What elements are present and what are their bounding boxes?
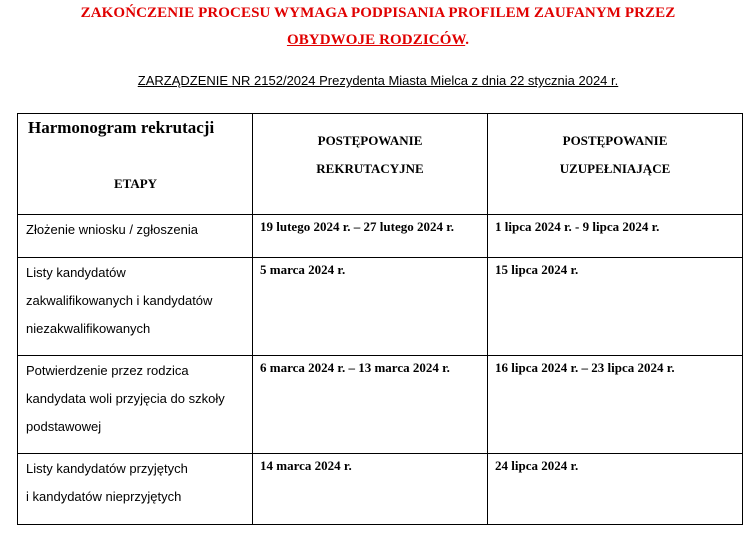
table-header-row (18, 114, 743, 215)
stages-header-cell (18, 114, 253, 215)
warning-period: . (465, 32, 470, 48)
recruitment-schedule-table (17, 113, 743, 525)
stage-text-line: Listy kandydatów przyjętych (26, 461, 188, 476)
supplementary-date: 15 lipca 2024 r. (495, 262, 579, 277)
recruitment-header-line-1: POSTĘPOWANIE (317, 133, 423, 148)
recruitment-date: 19 lutego 2024 r. – 27 lutego 2024 r. (260, 219, 455, 234)
supplementary-header-cell (488, 114, 743, 215)
stage-text-line: kandydata woli przyjęcia do szkoły (26, 391, 225, 406)
warning-emphasis: OBYDWOJE RODZICÓW (286, 32, 466, 48)
table-row (18, 215, 743, 258)
stage-text-line: Listy kandydatów (26, 265, 126, 280)
table-row (18, 454, 743, 525)
recruitment-date: 5 marca 2024 r. (260, 262, 346, 277)
supplementary-date-cell (488, 215, 743, 258)
stage-text-line: niezakwalifikowanych (26, 321, 151, 336)
recruitment-date-cell (253, 258, 488, 356)
recruitment-header-line-2: REKRUTACYJNE (316, 161, 424, 176)
stage-cell (18, 356, 253, 454)
table-title: Harmonogram rekrutacji (28, 118, 215, 137)
supplementary-date: 16 lipca 2024 r. – 23 lipca 2024 r. (495, 360, 675, 375)
supplementary-header-line-2: UZUPEŁNIAJĄCE (559, 161, 671, 176)
supplementary-date: 24 lipca 2024 r. (495, 458, 579, 473)
stage-text-line: Złożenie wniosku / zgłoszenia (26, 222, 198, 237)
recruitment-date-cell (253, 454, 488, 525)
recruitment-date: 14 marca 2024 r. (260, 458, 352, 473)
stages-header: ETAPY (113, 176, 158, 191)
warning-line-2 (0, 32, 756, 49)
recruitment-date: 6 marca 2024 r. – 13 marca 2024 r. (260, 360, 450, 375)
supplementary-date-cell (488, 454, 743, 525)
supplementary-header-line-1: POSTĘPOWANIE (562, 133, 668, 148)
recruitment-header-cell (253, 114, 488, 215)
stage-cell (18, 215, 253, 258)
recruitment-date-cell (253, 356, 488, 454)
warning-line-1: ZAKOŃCZENIE PROCESU WYMAGA PODPISANIA PROFILEM ZAUFANYM PRZEZ (80, 5, 676, 21)
stage-cell (18, 258, 253, 356)
stage-text-line: i kandydatów nieprzyjętych (26, 489, 182, 504)
decree-reference: ZARZĄDZENIE NR 2152/2024 Prezydenta Miasta Mielca z dnia 22 stycznia 2024 r. (137, 73, 619, 88)
stage-text-line: Potwierdzenie przez rodzica (26, 363, 189, 378)
recruitment-date-cell (253, 215, 488, 258)
stage-text-line: zakwalifikowanych i kandydatów (26, 293, 213, 308)
table-row (18, 258, 743, 356)
supplementary-date-cell (488, 356, 743, 454)
supplementary-date-cell (488, 258, 743, 356)
table-row (18, 356, 743, 454)
stage-text-line: podstawowej (26, 419, 102, 434)
stage-cell (18, 454, 253, 525)
supplementary-date: 1 lipca 2024 r. - 9 lipca 2024 r. (495, 219, 660, 234)
